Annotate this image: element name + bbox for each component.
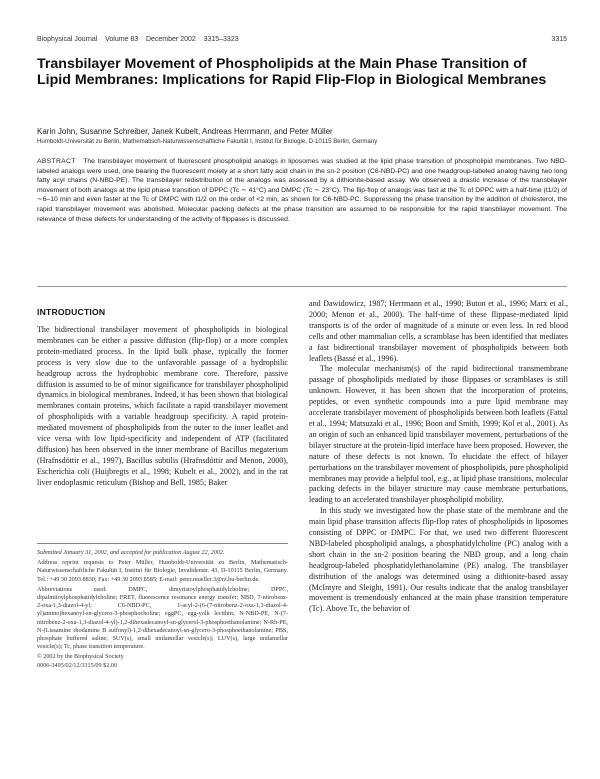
paragraph: The molecular mechanism(s) of the rapid bidirectional transmembrane passage of phospholipids mediated by those flippases or scramblases is still unknown. However, it has been shown that the incorporation of proteins, peptides, or even synthetic compounds into a pure lipid membrane may accelerate transbilayer movement of phospholipids between both leaflets (Fattal et al., 1994; Matsuzaki et al., 1996; Boon and Smith, 1999; Kol et al., 2001). As an origin of such an enhanced lipid transbilayer movement, perturbations of the bilayer structure at the protein-lipid interface have been proposed. However, the nature of these defects is not known. To elucidate the effect of bilayer perturbations on the transbilayer movement of phospholipids, pure phospholipid membranes may provide a helpful tool, e.g., at lipid phase transitions, molecular packing defects in the bilayer structure may cause membrane perturbations, leading to an accelerated transbilayer phospholipid mobility. [309,364,568,505]
abstract-divider [37,286,567,287]
right-column [309,299,568,615]
footnote-divider [37,543,288,544]
footnote-copyright: © 2002 by the Biophysical Society [37,653,124,661]
affiliation: Humboldt-Universität zu Berlin, Mathematisch-Naturwissenschaftliche Fakultät I, Institut für Biologie, D-10115 Berlin, Germany [37,138,378,145]
paragraph: The bidirectional transbilayer movement of phospholipids in biological membranes can be either a passive diffusion (flip-flop) or a more complex protein-mediated process. In the lipid bulk phase, typically the former process is very slow due to the unfavorable passage of a hydrophilic headgroup across the hydrophobic membrane core. Therefore, passive diffusion is assumed to be of minor significance for transbilayer phospholipid dynamics in biological membranes. Indeed, it has been shown that biological membranes contain proteins, which facilitate a rapid transbilayer movement of phospholipids with a variable headgroup specificity. A rapid protein-mediated movement of phospholipids from the outer to the inner leaflet and vice versa with low lipid-specificity and independent of ATP (facilitated diffusion) has been observed in the inner membrane of Bacillus megaterium (Hrafnsdóttir et al., 1997), Bacillus subtilis (Hrafnsdóttir and Menon, 2000), Escherichia coli (Huijbregts et al., 1998; Kubelt et al., 2002), and in the rat liver endoplasmic reticulum (Bishop and Bell, 1985; Baker [37,325,288,487]
article-title: Transbilayer Movement of Phospholipids at the Main Phase Transition of Lipid Membranes: Implications for Rapid Flip-Flop in Biological Membranes [37,56,547,88]
authors: Karin John, Susanne Schreiber, Janek Kubelt, Andreas Herrmann, and Peter Müller [37,127,333,136]
section-heading-introduction: INTRODUCTION [37,307,106,317]
abstract-label: ABSTRACT [37,158,76,165]
footnote-submission: Submitted January 31, 2002, and accepted for publication August 22, 2002. [37,549,225,556]
paragraph: In this study we investigated how the phase state of the membrane and the main lipid phase transition affects flip-flop rates of phospholipids in liposomes consisting of DPPC or DMPC. For that, we used two different fluorescent NBD-labeled phospholipid analogs, a phosphatidylcholine (PC) analog with a short chain in the sn-2 position bearing the NBD group, and a long chain headgroup-labeled phosphatidylethanolamine (PE) analog. The transbilayer distribution of the analogs was determined using a dithionite-based assay (McIntyre and Sleight, 1991). Our results indicate that the analog transbilayer movement is tremendously enhanced at the main phase transition temperature (Tc). Above Tc, the behavior of [309,506,568,614]
abstract [37,157,567,224]
footnote-issn: 0006-3495/02/12/3315/09 $2.00 [37,661,118,669]
journal-name: Biophysical Journal [37,36,98,43]
page-number: 3315 [551,36,567,43]
left-column [37,325,288,489]
journal-date: December 2002 [145,36,196,43]
running-head [37,36,567,43]
footnote-address: Address reprint requests to Peter Müller, Humboldt-Universität zu Berlin, Mathematisch-Naturwissenschaftliche Fakultät I, Institut für Biologie, Invalidenstr. 43, D-10115 Berlin, Germany. Tel.: +49 30 2093 8830; Fax: +49 30 2093 8585; E-mail: peter.mueller.3@rz.hu-berlin.de. [37,559,288,583]
footnote-abbreviations: Abbreviations used: DMPC, dimyristoylphosphatidylcholine; DPPC, dipalmitoylphosphatidylcholine; FRET, fluorescence resonance energy transfer; NBD, 7-nitrobenz-2-oxa-1,3-diazol-4-yl; C6-NBD-PC, 1-acyl-2-(6-(7-nitrobenz-2-oxa-1,3-diazol-4-yl)amino)hexanoyl-sn-glycero-3-phosphocholine; eggPC, egg-yolk lecithin; N-NBD-PE, N-(7-nitrobenz-2-oxa-1,3-diazol-4-yl)-1,2-dihexadecanoyl-sn-glycerol-3-phosphoethanolamine; N-Rh-PE, N-(Lissamine rhodamine B sulfonyl)-1,2-dihexadecanoyl-sn-glycero-3-phosphoethanolamine; PBS, phosphate buffered saline; SUV(s), small unilamellar vesicle(s); LUV(s), large unilamellar vesicle(s); Tc, phase transition temperature. [37,585,288,651]
journal-volume: Volume 83 [105,36,139,43]
abstract-text: The transbilayer movement of fluorescent phospholipid analogs in liposomes was studied at the lipid phase transition of phospholipid membranes. Two NBD-labeled analogs were used, one bearing the fluorescent moiety at a short fatty acid chain in the sn-2 position (C6-NBD-PC) and one headgroup-labeled analog having two long fatty acyl chains (N-NBD-PE). The transbilayer redistribution of the analogs was assessed by a dithionite-based assay. We observed a drastic increase of the transbilayer movement of both analogs at the lipid phase transition of DPPC (Tc ∼ 41°C) and DMPC (Tc ∼ 23°C). The flip-flop of analogs was fast at the Tc of DPPC with a half-time (t1/2) of ∼6–10 min and even faster at the Tc of DMPC with t1/2 on the order of <2 min, as shown for C6-NBD-PC. Suppressing the phase transition by the addition of cholesterol, the rapid transbilayer movement was abolished. Molecular packing defects at the phase transition are assumed to be responsible for the rapid transbilayer movement. The relevance of those defects for understanding of the activity of flippases is discussed. [37,158,567,223]
footnotes [37,549,288,672]
page-range: 3315–3323 [203,36,239,43]
paragraph: and Dawidowicz, 1987; Herrmann et al., 1990; Buton et al., 1996; Marx et al., 2000; Menon et al., 2000). The half-time of these flippase-mediated lipid transports is of the order of magnitude of a minute or even less. In red blood cells and other mammalian cells, a scramblase has been identified that mediates a fast bidirectional transbilayer movement of phospholipids between both leaflets (Bassé et al., 1996). [309,299,568,363]
